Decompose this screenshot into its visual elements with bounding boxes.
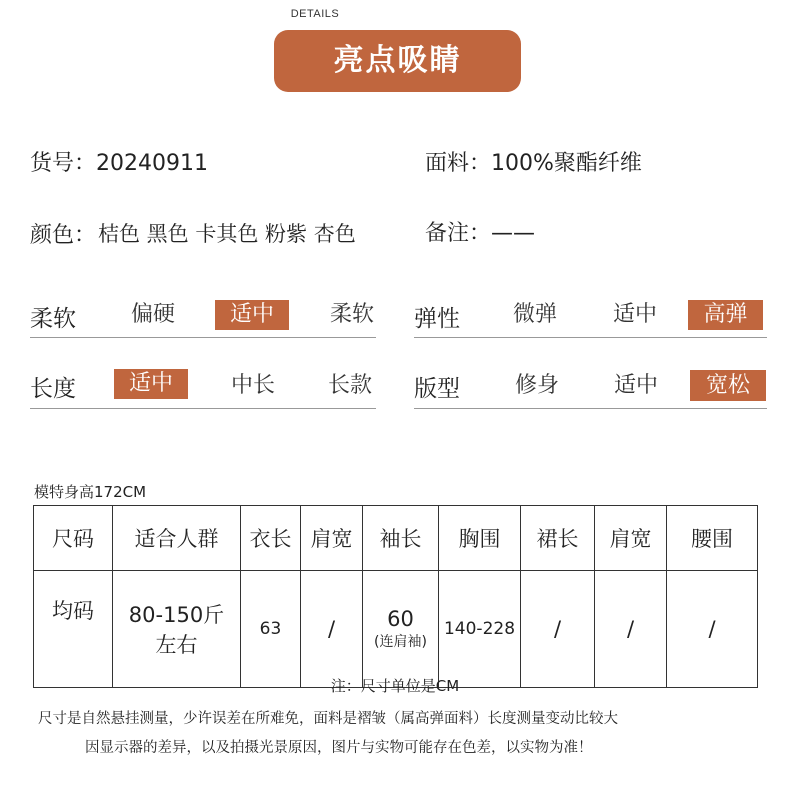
elasticity-option-medium: 适中 bbox=[612, 302, 657, 327]
cell-fit-line1: 80-150斤 bbox=[128, 603, 225, 627]
fabric-text: 面料：100%聚酯纤维 bbox=[425, 151, 642, 176]
remark-text: 备注：—— bbox=[425, 221, 536, 246]
fit-option-loose-selected: 宽松 bbox=[690, 370, 766, 401]
fit-option-regular: 适中 bbox=[613, 373, 658, 398]
length-option-midlength: 中长 bbox=[230, 373, 275, 398]
unit-note: 注：尺寸单位是CM bbox=[330, 677, 460, 695]
table-row bbox=[34, 571, 758, 688]
color-label: 颜色： bbox=[30, 223, 97, 248]
header-bust: 胸围 bbox=[439, 506, 521, 571]
softness-divider bbox=[30, 337, 376, 338]
size-table bbox=[33, 505, 758, 688]
cell-shoulder-2: / bbox=[595, 571, 667, 688]
model-height-note: 模特身高172CM bbox=[34, 483, 147, 501]
length-option-long: 长款 bbox=[327, 373, 372, 398]
header-shoulder-2: 肩宽 bbox=[595, 506, 667, 571]
cell-sleeve-note: (连肩袖) bbox=[374, 634, 427, 650]
cell-sleeve-value: 60 bbox=[387, 607, 414, 631]
size-table-header-row bbox=[34, 506, 758, 571]
cell-sleeve bbox=[363, 571, 439, 688]
cell-bust: 140-228 bbox=[439, 571, 521, 688]
header-shoulder: 肩宽 bbox=[301, 506, 363, 571]
softness-option-soft: 柔软 bbox=[329, 302, 374, 327]
elasticity-option-slight: 微弹 bbox=[512, 302, 557, 327]
highlight-banner: 亮点吸睛 bbox=[274, 30, 521, 92]
cell-waist: / bbox=[667, 571, 758, 688]
sku-text: 货号：20240911 bbox=[30, 151, 208, 176]
length-option-medium-selected: 适中 bbox=[114, 369, 188, 399]
details-eyebrow: DETAILS bbox=[290, 8, 340, 20]
length-label: 长度 bbox=[30, 376, 76, 402]
cell-shoulder: / bbox=[301, 571, 363, 688]
cell-fit-group bbox=[113, 571, 241, 688]
elasticity-option-high-selected: 高弹 bbox=[688, 300, 763, 330]
length-divider bbox=[30, 408, 376, 409]
header-size: 尺码 bbox=[34, 506, 113, 571]
cell-fit-line2: 左右 bbox=[155, 633, 198, 657]
softness-label: 柔软 bbox=[30, 306, 76, 332]
softness-option-hard: 偏硬 bbox=[130, 302, 175, 327]
header-fit-group: 适合人群 bbox=[113, 506, 241, 571]
cell-size: 均码 bbox=[34, 571, 113, 688]
disclaimer-line-1: 尺寸是自然悬挂测量，少许误差在所难免，面料是褶皱（属高弹面料）长度测量变动比较大 bbox=[38, 711, 618, 727]
elasticity-divider bbox=[414, 337, 767, 338]
cell-length: 63 bbox=[241, 571, 301, 688]
fit-divider bbox=[414, 408, 767, 409]
header-sleeve: 袖长 bbox=[363, 506, 439, 571]
disclaimer-line-2: 因显示器的差异，以及拍摄光景原因，图片与实物可能存在色差，以实物为准！ bbox=[85, 740, 593, 756]
softness-option-medium-selected: 适中 bbox=[215, 300, 289, 330]
fit-label: 版型 bbox=[414, 376, 460, 402]
fit-option-slim: 修身 bbox=[514, 373, 559, 398]
elasticity-label: 弹性 bbox=[414, 306, 460, 332]
header-length: 衣长 bbox=[241, 506, 301, 571]
header-waist: 腰围 bbox=[667, 506, 758, 571]
header-skirt-length: 裙长 bbox=[521, 506, 595, 571]
cell-skirt-length: / bbox=[521, 571, 595, 688]
color-values: 桔色 黑色 卡其色 粉紫 杏色 bbox=[98, 222, 356, 246]
